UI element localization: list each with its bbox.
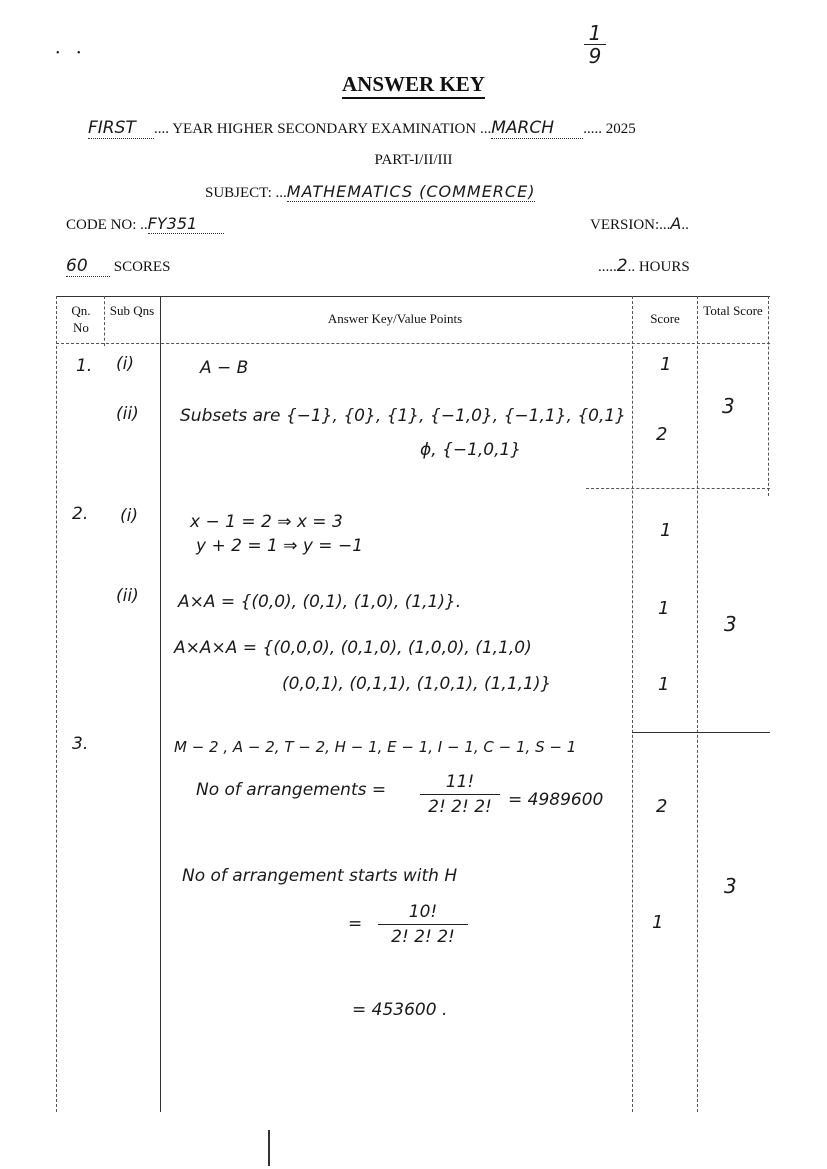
page-number-mark — [580, 22, 610, 67]
year-value: FIRST — [88, 118, 154, 139]
q3-arrangements-label: No of arrangements = — [196, 780, 387, 800]
scan-mark — [268, 1130, 270, 1166]
scores-value: 60 — [66, 256, 110, 277]
q1-ii-answer-line1: Subsets are {−1}, {0}, {1}, {−1,0}, {−1,1}, {0,1} — [180, 406, 626, 426]
table-col-score — [697, 296, 698, 1112]
q2-ii-answer-line3: (0,0,1), (0,1,1), (1,0,1), (1,1,1)} — [282, 674, 552, 694]
table-col-right — [768, 296, 769, 496]
q3-result-2: = 453600 . — [352, 1000, 448, 1020]
header-score: Score — [650, 311, 680, 326]
q3-score-1: 2 — [656, 796, 668, 817]
subject-label: SUBJECT: — [205, 185, 272, 201]
header-total: Total Score — [703, 303, 763, 318]
q3-fraction-2-denominator: 2! 2! 2! — [391, 927, 455, 947]
q1-i-score: 1 — [660, 354, 672, 375]
q1-ii-answer-line2: ϕ, {−1,0,1} — [420, 440, 522, 460]
code-line: CODE NO: ..FY351 — [66, 214, 224, 234]
version-value: A — [670, 214, 682, 233]
q2-i-answer-line1: x − 1 = 2 ⇒ x = 3 — [190, 512, 343, 532]
q3-starts-with-h: No of arrangement starts with H — [182, 866, 458, 886]
q2-total: 3 — [724, 612, 737, 636]
exam-line: FIRST .... YEAR HIGHER SECONDARY EXAMINATION ...MARCH ..... 2025 — [88, 118, 636, 138]
q1-i-answer: A − B — [200, 358, 249, 378]
q3-fraction-1-denominator: 2! 2! 2! — [428, 797, 492, 817]
q1-total: 3 — [722, 394, 735, 418]
q3-result-1: = 4989600 — [508, 790, 604, 810]
q2-ii-score-1: 1 — [658, 598, 670, 619]
q2-i-score: 1 — [660, 520, 672, 541]
header-qn: Qn. No — [71, 303, 91, 335]
month-value: MARCH — [491, 118, 583, 139]
table-header-border — [56, 343, 770, 344]
q1-ii-score: 2 — [656, 424, 668, 445]
year-label: YEAR HIGHER SECONDARY EXAMINATION — [172, 121, 477, 137]
hours-label: HOURS — [638, 259, 690, 275]
q1-number: 1. — [76, 356, 93, 376]
q2-i-answer-line2: y + 2 = 1 ⇒ y = −1 — [196, 536, 364, 556]
q2-number: 2. — [72, 504, 89, 524]
table-top-border — [56, 296, 770, 297]
q3-total: 3 — [724, 874, 737, 898]
q1-sub-ii: (ii) — [116, 404, 139, 424]
table-col-qn — [104, 296, 105, 346]
q2-sub-i: (i) — [120, 506, 138, 526]
part-line — [0, 152, 827, 169]
page-mark-denominator: 9 — [588, 44, 602, 68]
scan-dots: • • — [56, 48, 81, 59]
table-col-left — [56, 296, 57, 1112]
page-title: ANSWER KEY — [0, 72, 827, 97]
code-label: CODE NO: — [66, 217, 137, 233]
code-value: FY351 — [148, 214, 224, 234]
separator-q2 — [632, 732, 770, 733]
subject-value: MATHEMATICS (COMMERCE) — [286, 182, 536, 201]
q1-sub-i: (i) — [116, 354, 134, 374]
subject-line: SUBJECT: ...MATHEMATICS (COMMERCE) — [205, 182, 536, 201]
separator-q1 — [586, 488, 770, 489]
q2-ii-score-2: 1 — [658, 674, 670, 695]
q3-letters: M − 2 , A − 2, T − 2, H − 1, E − 1, I − 1, C − 1, S − 1 — [174, 738, 577, 756]
page-mark-numerator: 1 — [588, 21, 602, 45]
version-label: VERSION: — [590, 217, 660, 233]
table-col-sub — [160, 296, 161, 1112]
q2-ii-answer-line2: A×A×A = {(0,0,0), (0,1,0), (1,0,0), (1,1,0) — [174, 638, 532, 658]
header-answer: Answer Key/Value Points — [327, 311, 463, 326]
q2-sub-ii: (ii) — [116, 586, 139, 606]
part-value: PART-I/II/III — [374, 152, 453, 168]
q3-fraction-1-numerator: 11! — [445, 772, 475, 792]
hours-line: .....2.. HOURS — [598, 256, 690, 276]
q3-fraction-2 — [378, 902, 468, 947]
version-line: VERSION:...A.. — [590, 214, 689, 233]
exam-year: 2025 — [605, 121, 636, 137]
q3-score-2: 1 — [652, 912, 664, 933]
scores-label: SCORES — [113, 259, 171, 275]
hours-value: 2 — [616, 256, 628, 276]
q3-fraction-2-numerator: 10! — [408, 902, 438, 922]
q3-fraction-1 — [420, 772, 500, 817]
table-col-answer — [632, 296, 633, 1112]
scores-line — [66, 256, 170, 277]
q2-ii-answer-line1: A×A = {(0,0), (0,1), (1,0), (1,1)}. — [178, 592, 462, 612]
q3-equals: = — [348, 914, 363, 934]
q3-number: 3. — [72, 734, 89, 754]
header-sub: Sub Qns — [109, 303, 155, 318]
